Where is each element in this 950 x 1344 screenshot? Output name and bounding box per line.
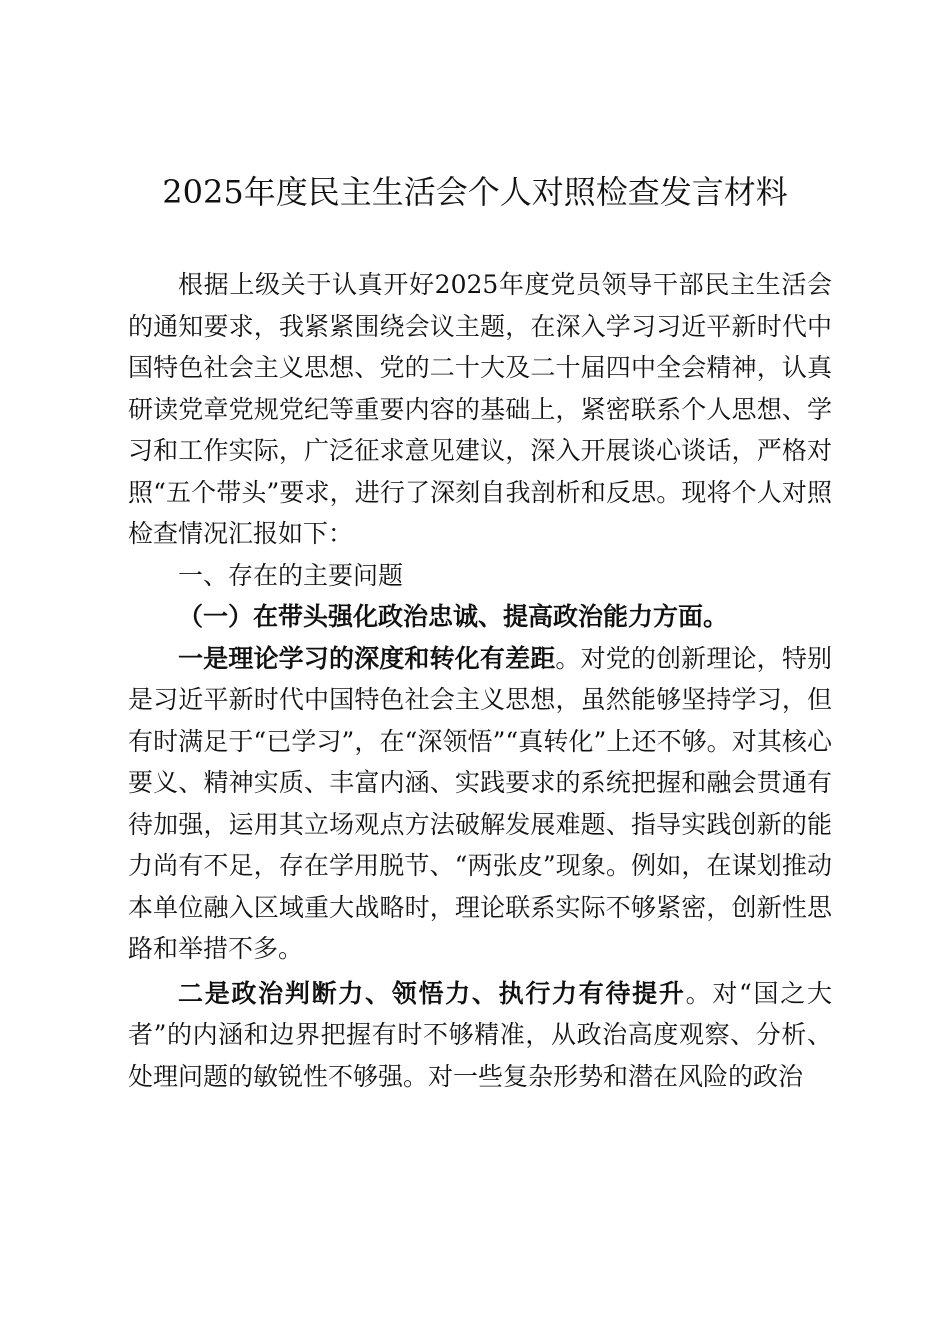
point-text-2: 。对“国之大者”的内涵和边界把握有时不够精准，从政治高度观察、分析、处理问题的敏锐性不够强。对一些复杂形势和潜在风险的政治	[128, 978, 832, 1091]
point-paragraph-1	[128, 638, 832, 970]
intro-paragraph: 根据上级关于认真开好2025年度党员领导干部民主生活会的通知要求，我紧紧围绕会议主题，在深入学习习近平新时代中国特色社会主义思想、党的二十大及二十届四中全会精神，认真研读党章党规党纪等重要内容的基础上，紧密联系个人思想、学习和工作实际，广泛征求意见建议，深入开展谈心谈话，严格对照“五个带头”要求，进行了深刻自我剖析和反思。现将个人对照检查情况汇报如下：	[128, 270, 832, 548]
section-heading-1: 一、存在的主要问题	[178, 560, 404, 590]
point-lead-2: 二是政治判断力、领悟力、执行力有待提升	[178, 978, 686, 1008]
point-lead-1: 一是理论学习的深度和转化有差距	[178, 643, 556, 673]
document-title: 2025年度民主生活会个人对照检查发言材料	[162, 173, 788, 211]
point-paragraph-2	[128, 973, 832, 1098]
point-text-1: 。对党的创新理论，特别是习近平新时代中国特色社会主义思想，虽然能够坚持学习，但有时满足于“已学习”，在“深领悟”“真转化”上还不够。对其核心要义、精神实质、丰富内涵、实践要求的系统把握和融会贯通有待加强，运用其立场观点方法破解发展难题、指导实践创新的能力尚有不足，存在学用脱节、“两张皮”现象。例如，在谋划推动本单位融入区域重大战略时，理论联系实际不够紧密，创新性思路和举措不多。	[128, 643, 832, 963]
document-body	[128, 264, 832, 1097]
subsection-heading-1: （一）在带头强化政治忠诚、提高政治能力方面。	[178, 602, 729, 631]
